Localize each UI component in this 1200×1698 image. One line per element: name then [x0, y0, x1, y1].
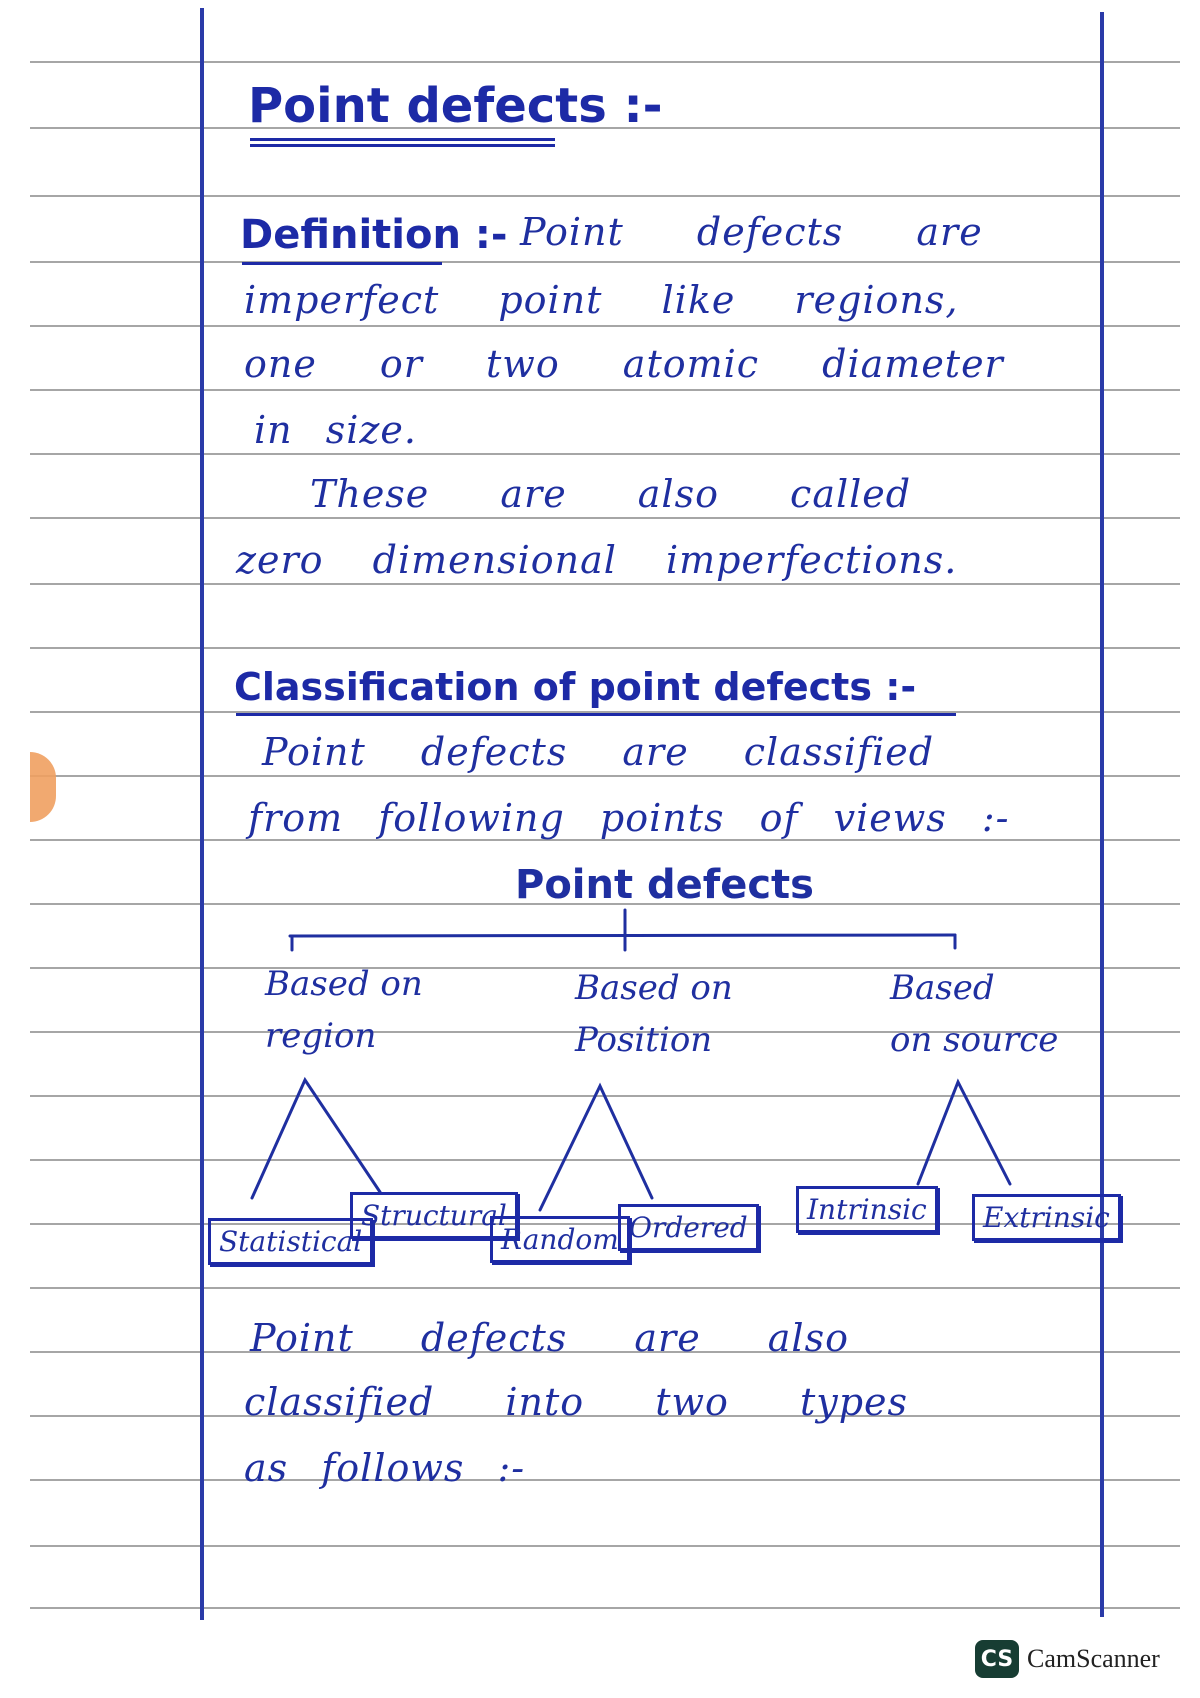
box-structural: Structural [350, 1192, 518, 1239]
definition-line: one or two atomic diameter [244, 342, 1004, 386]
box-extrinsic: Extrinsic [972, 1194, 1121, 1241]
definition-line: zero dimensional imperfections. [236, 538, 958, 582]
definition-line: These are also called [310, 472, 912, 516]
branch-label-source: Based on source [890, 968, 1059, 1060]
closing-line: classified into two types [244, 1380, 909, 1424]
definition-line: Point defects are [520, 210, 983, 254]
definition-line: imperfect point like regions, [244, 278, 959, 322]
closing-line: as follows :- [244, 1446, 526, 1490]
classification-line: from following points of views :- [248, 796, 1010, 840]
branch-label-position: Based on Position [575, 968, 733, 1060]
box-intrinsic: Intrinsic [796, 1186, 938, 1233]
definition-line: in size. [254, 408, 417, 452]
classification-heading: Classification of point defects :- [234, 665, 917, 709]
closing-line: Point defects are also [250, 1316, 849, 1360]
page-title: Point defects :- [248, 78, 663, 134]
branch-label-region: Based on region [265, 964, 423, 1056]
box-random: Random [490, 1216, 630, 1263]
definition-heading: Definition :- [240, 212, 508, 258]
camscanner-text: CamScanner [1027, 1644, 1160, 1673]
classification-line: Point defects are classified [262, 730, 935, 774]
box-statistical: Statistical [208, 1218, 373, 1265]
box-ordered: Ordered [618, 1204, 759, 1251]
camscanner-logo-icon: CS [975, 1640, 1019, 1678]
tree-root-label: Point defects [515, 862, 814, 908]
camscanner-watermark [975, 1640, 1160, 1678]
